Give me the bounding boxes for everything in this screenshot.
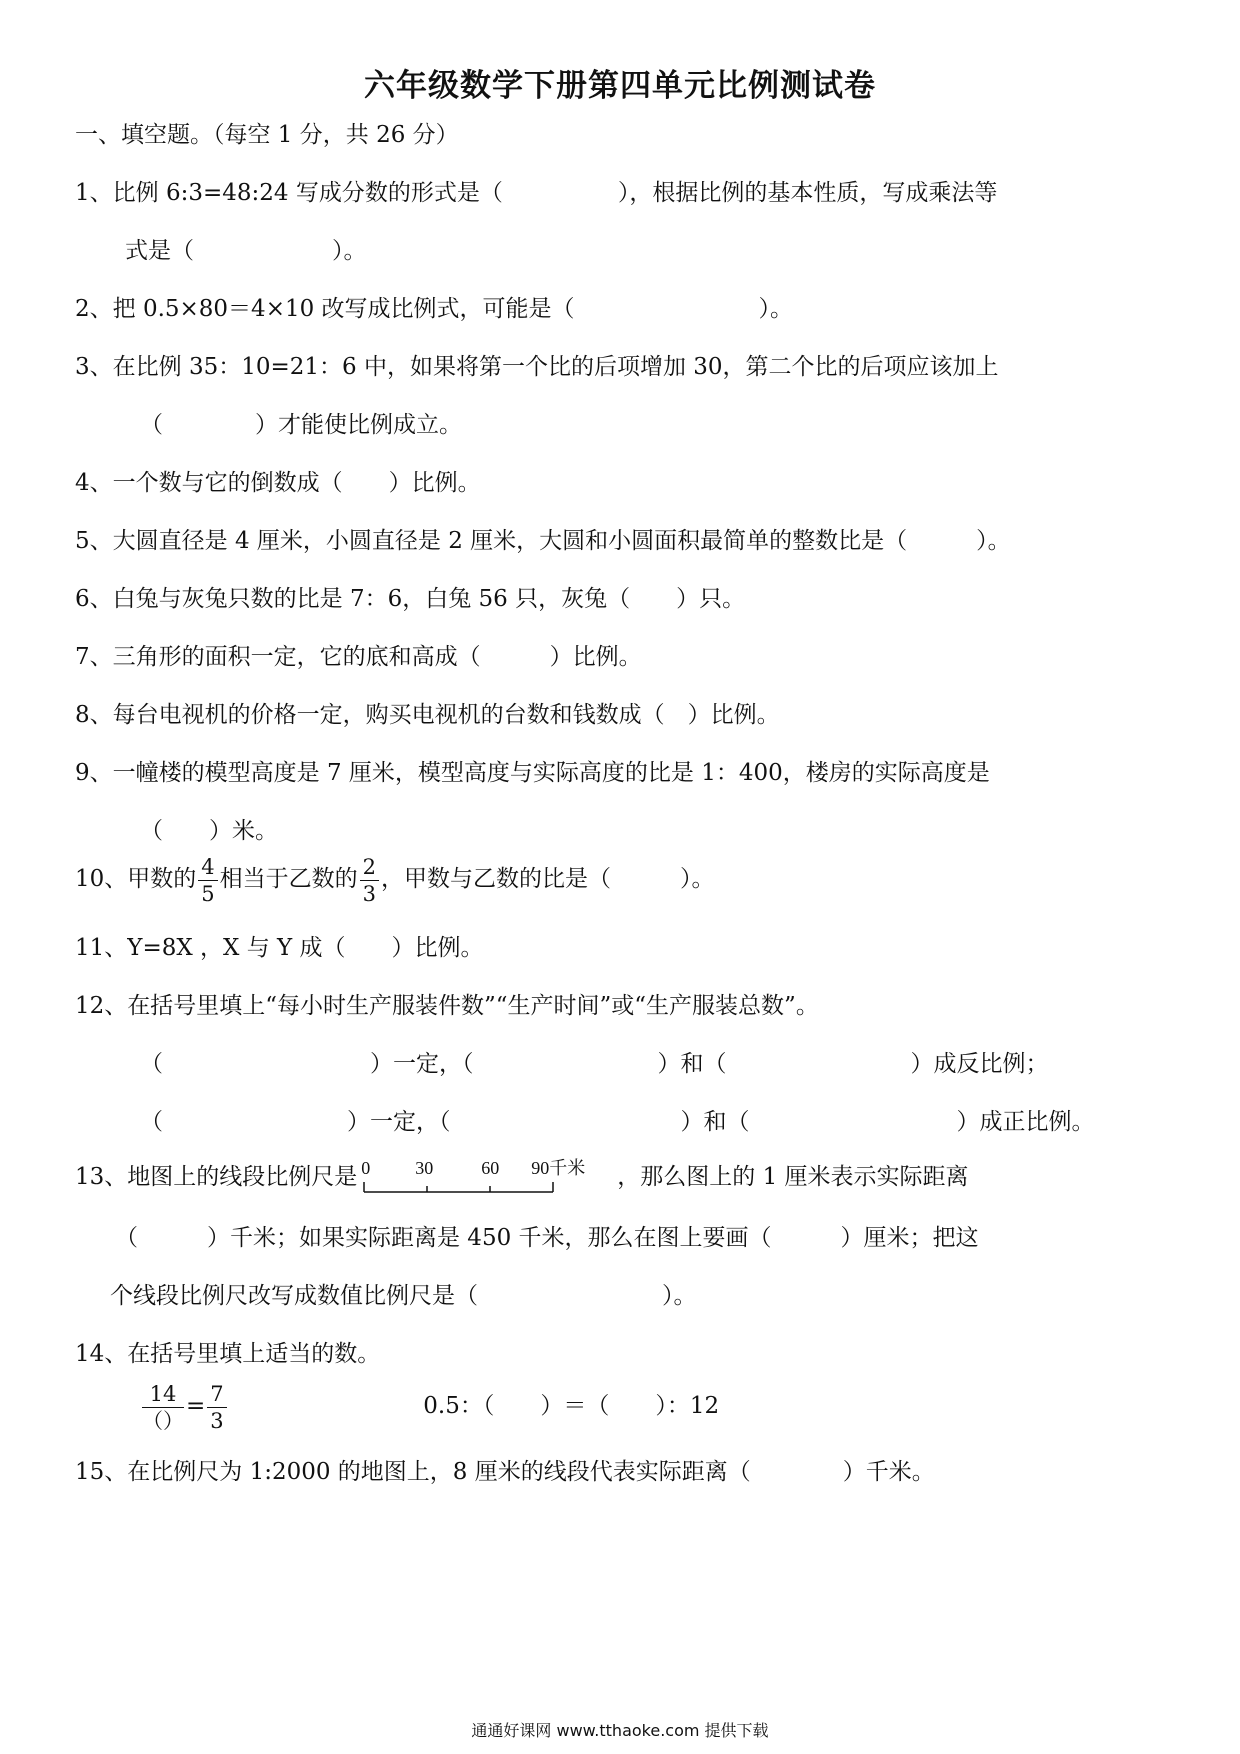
fraction-four-fifths: [198, 854, 217, 907]
line-scale-bar: [361, 1158, 613, 1198]
fraction-numerator: 2: [360, 854, 379, 881]
question-7: 7、三角形的面积一定，它的底和高成（ ）比例。: [75, 644, 642, 670]
ratio-blank: 0.5：（ ）＝（ ）：12: [423, 1393, 720, 1419]
fraction-seven-thirds: [207, 1381, 226, 1434]
fraction-denominator: 3: [210, 1408, 224, 1433]
scale-label-90: 90千米: [531, 1158, 586, 1178]
scale-label-0: 0: [361, 1158, 371, 1178]
q10-text-mid: 相当于乙数的: [219, 866, 358, 892]
question-12-blank-2: （ ）一定，（ ）和（ ）成正比例。: [140, 1109, 1095, 1135]
q10-text-pre: 10、甲数的: [75, 866, 197, 892]
question-3-line-2: （ ）才能使比例成立。: [140, 412, 462, 438]
question-14: 14、在括号里填上适当的数。: [75, 1341, 381, 1367]
fraction-numerator: 7: [207, 1381, 226, 1408]
question-13-line-3: 个线段比例尺改写成数值比例尺是（ ）。: [110, 1283, 697, 1309]
question-8: 8、每台电视机的价格一定，购买电视机的台数和钱数成（ ）比例。: [75, 702, 780, 728]
fraction-denominator: 3: [362, 881, 377, 906]
question-1-line-2: 式是（ ）。: [125, 238, 367, 264]
fraction-two-thirds: [360, 854, 379, 907]
question-5: 5、大圆直径是 4 厘米，小圆直径是 2 厘米，大圆和小圆面积最简单的整数比是（ ）。: [75, 528, 1011, 554]
question-4: 4、一个数与它的倒数成（ ）比例。: [75, 470, 481, 496]
question-2: 2、把 0.5×80＝4×10 改写成比例式，可能是（ ）。: [75, 296, 794, 322]
footer-source: 通通好课网 www.tthaoke.com 提供下载: [471, 1721, 769, 1740]
fraction-14-over-blank: [142, 1381, 184, 1434]
fraction-denominator: 5: [201, 881, 215, 906]
question-13-line-2: （ ）千米；如果实际距离是 450 千米，那么在图上要画（ ）厘米；把这: [115, 1225, 979, 1251]
fraction-denominator: （）: [142, 1408, 184, 1433]
question-13-line-1: [75, 1152, 969, 1202]
question-6: 6、白兔与灰兔只数的比是 7：6，白兔 56 只，灰兔（ ）只。: [75, 586, 746, 612]
question-12-blank-1: （ ）一定，（ ）和（ ）成反比例；: [140, 1051, 1049, 1077]
question-11: 11、Y=8X ，X 与 Y 成（ ）比例。: [75, 935, 484, 961]
question-10: [75, 851, 715, 907]
section-heading: 一、填空题。（每空 1 分，共 26 分）: [75, 122, 459, 148]
question-3-line-1: 3、在比例 35：10=21：6 中，如果将第一个比的后项增加 30，第二个比的后项应该加上: [75, 354, 999, 380]
scale-ruler-line: [361, 1158, 613, 1198]
q13-text-post: ，那么图上的 1 厘米表示实际距离: [617, 1164, 969, 1190]
q10-text-post: ，甲数与乙数的比是（ ）。: [381, 866, 715, 892]
fraction-numerator: 14: [142, 1381, 184, 1408]
question-9-line-1: 9、一幢楼的模型高度是 7 厘米，模型高度与实际高度的比是 1：400，楼房的实际高度是: [75, 760, 990, 786]
equals-sign: =: [186, 1393, 206, 1419]
scale-label-30: 30: [415, 1158, 434, 1178]
question-14-items: [140, 1378, 719, 1434]
page-title: 六年级数学下册第四单元比例测试卷: [364, 68, 876, 104]
question-1-line-1: 1、比例 6:3=48:24 写成分数的形式是（ ），根据比例的基本性质，写成乘法等: [75, 180, 998, 206]
q13-text-pre: 13、地图上的线段比例尺是: [75, 1164, 358, 1190]
question-9-line-2: （ ）米。: [140, 818, 278, 844]
question-12: 12、在括号里填上“每小时生产服装件数”“生产时间”或“生产服装总数”。: [75, 993, 819, 1019]
scale-label-60: 60: [481, 1158, 500, 1178]
question-15: 15、在比例尺为 1:2000 的地图上，8 厘米的线段代表实际距离（ ）千米。: [75, 1459, 935, 1485]
fraction-numerator: 4: [198, 854, 217, 881]
